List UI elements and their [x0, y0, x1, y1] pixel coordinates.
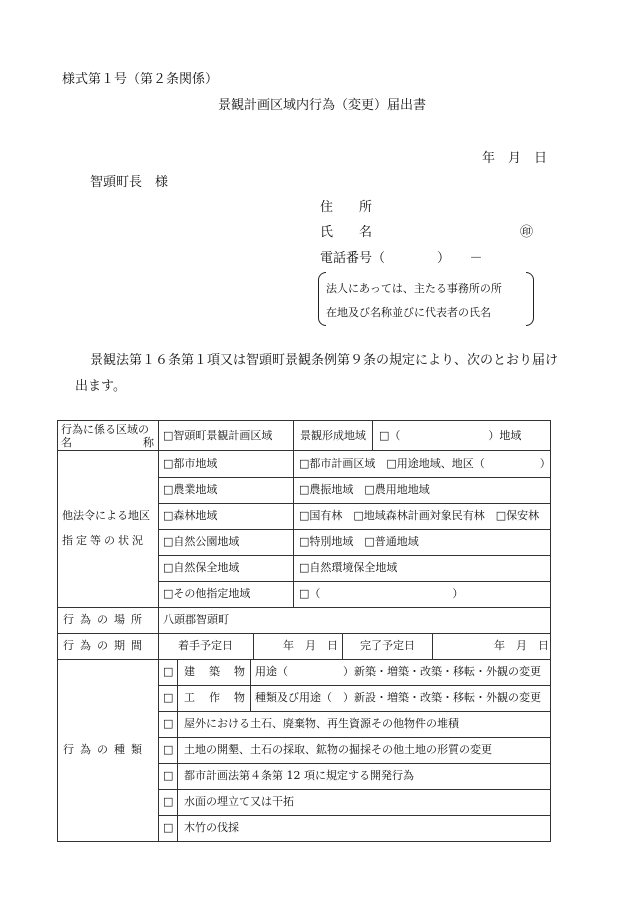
law-row-left[interactable]: □自然保全地域	[163, 561, 240, 574]
kind-label: 行為の種類	[63, 743, 148, 756]
law-row-right[interactable]: □農振地域 □農用地地域	[299, 483, 430, 496]
place-label: 行為の場所	[63, 613, 148, 626]
law-row-right[interactable]: □都市計画区域 □用途地域、地区（ ）	[299, 457, 551, 470]
corporate-note-line2: 在地及び名称並びに代表者の氏名	[326, 306, 491, 319]
kind-desc: 土地の開墾、土石の採取、鉱物の掘採その他土地の形質の変更	[184, 743, 492, 756]
end-date-value[interactable]: 年 月 日	[494, 639, 549, 652]
kind-checkbox[interactable]: □	[163, 717, 174, 730]
kind-name-building: 建築物	[184, 665, 259, 678]
law-row-right[interactable]: □（ ）	[299, 587, 464, 600]
law-row-left[interactable]: □農業地域	[163, 483, 218, 496]
phone-label: 電話番号（ ） －	[320, 251, 483, 266]
kind-checkbox[interactable]: □	[163, 691, 174, 704]
kind-checkbox[interactable]: □	[163, 769, 174, 782]
area-option-chizu[interactable]: □智頭町景観計画区域	[163, 429, 273, 442]
area-name-label-line1: 行為に係る区域の	[61, 423, 149, 436]
body-text-line2: 出ます。	[75, 379, 126, 394]
kind-desc: 水面の埋立て又は干拓	[184, 795, 294, 808]
submission-date: 年 月 日	[482, 151, 548, 166]
kind-desc: 木竹の伐採	[184, 821, 239, 834]
law-row-right[interactable]: □自然環境保全地域	[299, 561, 398, 574]
keikan-area-label: 景観形成地域	[300, 429, 366, 442]
law-row-left[interactable]: □森林地域	[163, 509, 218, 522]
form-title: 景観計画区域内行為（変更）届出書	[218, 98, 427, 113]
kind-checkbox[interactable]: □	[163, 743, 174, 756]
law-row-right[interactable]: □国有林 □地域森林計画対象民有林 □保安林	[299, 509, 540, 522]
area-name-label-name: 名	[61, 436, 72, 449]
kind-desc: 都市計画法第４条第 12 項に規定する開発行為	[184, 769, 414, 782]
kind-name-structure: 工作物	[184, 691, 259, 704]
keikan-area-value[interactable]: □（ ）地域	[379, 429, 522, 442]
area-name-label-title: 称	[143, 436, 154, 449]
end-date-label: 完了予定日	[360, 639, 415, 652]
kind-desc: 種類及び用途（ ）新設・増築・改築・移転・外観の変更	[255, 691, 541, 704]
other-laws-label-line2: 指定等の状況	[62, 534, 146, 547]
corporate-note-bracket	[318, 272, 534, 326]
body-text-line1: 景観法第１６条第１項又は智頭町景観条例第９条の規定により、次のとおり届け	[90, 353, 559, 368]
law-row-right[interactable]: □特別地域 □普通地域	[299, 535, 419, 548]
kind-desc: 屋外における土石、廃棄物、再生資源その他物件の堆積	[184, 717, 459, 730]
address-label: 住 所	[320, 200, 373, 215]
other-laws-label-line1: 他法令による地区	[62, 509, 150, 522]
corporate-note-line1: 法人にあっては、主たる事務所の所	[326, 282, 502, 295]
law-row-left[interactable]: □自然公園地域	[163, 535, 240, 548]
start-date-label: 着手予定日	[178, 639, 233, 652]
kind-checkbox[interactable]: □	[163, 795, 174, 808]
start-date-value[interactable]: 年 月 日	[283, 639, 338, 652]
kind-checkbox[interactable]: □	[163, 665, 174, 678]
form-number: 様式第１号（第２条関係）	[62, 72, 219, 87]
name-label: 氏 名	[320, 225, 373, 240]
kind-checkbox[interactable]: □	[163, 821, 174, 834]
place-value[interactable]: 八頭郡智頭町	[163, 613, 229, 626]
period-label: 行為の期間	[63, 639, 148, 652]
addressee: 智頭町長 様	[90, 175, 169, 190]
seal-mark: ㊞	[520, 225, 534, 240]
kind-desc: 用途（ ）新築・増築・改築・移転・外観の変更	[255, 665, 541, 678]
law-row-left[interactable]: □都市地域	[163, 457, 218, 470]
law-row-left[interactable]: □その他指定地域	[163, 587, 251, 600]
